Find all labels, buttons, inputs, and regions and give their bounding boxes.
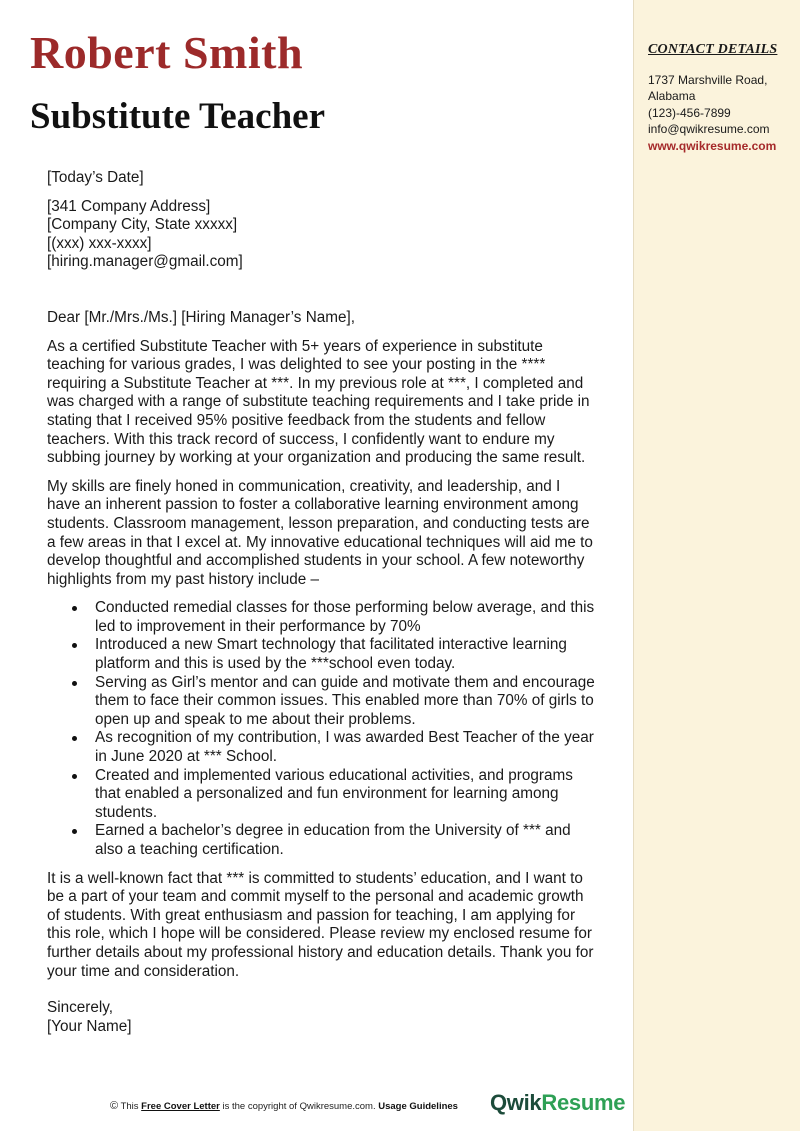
recipient-line: [hiring.manager@gmail.com]	[47, 253, 243, 271]
highlights-list	[47, 599, 597, 859]
signature: [Your Name]	[47, 1017, 132, 1035]
recipient-address	[47, 198, 597, 272]
qwikresume-logo	[490, 1090, 625, 1116]
letter-body	[47, 169, 597, 1036]
contact-address-line2: Alabama	[648, 89, 696, 104]
paragraph-closing: It is a well-known fact that *** is committed to students’ education, and I want to be a part of your team and commit myself to the personal and academic growth of students. With great enthusiasm and passion for teaching, I am applying for this role, which I hope will be considered. Please review my enclosed resume for further details about my professional history and education details. Thank you for your time and consideration.	[47, 869, 594, 980]
list-item: Introduced a new Smart technology that facilitated interactive learning platform and this is used by the ***school even today.	[95, 636, 597, 673]
logo-part-qwik: Qwik	[490, 1090, 542, 1115]
list-item: Created and implemented various educational activities, and programs that enabled a personalized and fun environment for learning among students.	[95, 767, 597, 823]
list-item: Earned a bachelor’s degree in education from the University of *** and also a teaching certification.	[95, 822, 597, 859]
letter-date: [Today’s Date]	[47, 169, 144, 186]
paragraph-intro: As a certified Substitute Teacher with 5+ years of experience in substitute teaching for various grades, I was delighted to see your posting in the **** requiring a Substitute Teacher at ***. In my previous role at ***, I completed and was charged with a range of substitute teaching requirements and I take pride in stating that I received 95% positive feedback from the students and fellow teachers. With this track record of success, I confidently want to endure my subbing journey by working at your organization and producing the same result.	[47, 337, 590, 467]
usage-guidelines-link[interactable]: Usage Guidelines	[378, 1101, 458, 1112]
recipient-line: [Company City, State xxxxx]	[47, 216, 238, 234]
copyright-icon: ©	[110, 1100, 119, 1112]
logo-part-resume: Resume	[541, 1090, 626, 1115]
free-cover-letter-link[interactable]: Free Cover Letter	[141, 1101, 220, 1112]
salutation: Dear [Mr./Mrs./Ms.] [Hiring Manager’s Name],	[47, 308, 355, 326]
list-item: Serving as Girl’s mentor and can guide and motivate them and encourage them to face their common issues. This enabled more than 70% of girls to open up and speak to me about their problems.	[95, 674, 597, 730]
contact-sidebar	[633, 0, 800, 1131]
contact-phone: (123)-456-7899	[648, 105, 731, 120]
contact-website[interactable]: www.qwikresume.com	[648, 138, 777, 153]
recipient-line: [341 Company Address]	[47, 197, 211, 215]
contact-heading: CONTACT DETAILS	[648, 42, 778, 57]
recipient-line: [(xxx) xxx-xxxx]	[47, 234, 152, 252]
contact-details	[648, 72, 776, 154]
contact-address-line1: 1737 Marshville Road,	[648, 73, 768, 87]
list-item: Conducted remedial classes for those performing below average, and this led to improvement in their performance by 70%	[95, 599, 597, 636]
footer-text-before: This	[120, 1101, 139, 1112]
contact-email: info@qwikresume.com	[648, 122, 770, 137]
job-title: Substitute Teacher	[30, 96, 326, 137]
footer-copyright	[110, 1100, 458, 1112]
list-item: As recognition of my contribution, I was awarded Best Teacher of the year in June 2020 at *** School.	[95, 729, 597, 766]
closing: Sincerely,	[47, 999, 114, 1017]
paragraph-skills: My skills are finely honed in communication, creativity, and leadership, and I have an inherent passion to foster a collaborative learning environment among students. Classroom management, lesson preparation, and conducting tests are a few areas in that I excel at. My innovative educational techniques will aid me to develop thoughtful and accomplished students in your school. A few noteworthy highlights from my past history include –	[47, 477, 593, 588]
applicant-name: Robert Smith	[30, 27, 304, 78]
footer-text-middle: is the copyright of Qwikresume.com.	[222, 1101, 376, 1112]
